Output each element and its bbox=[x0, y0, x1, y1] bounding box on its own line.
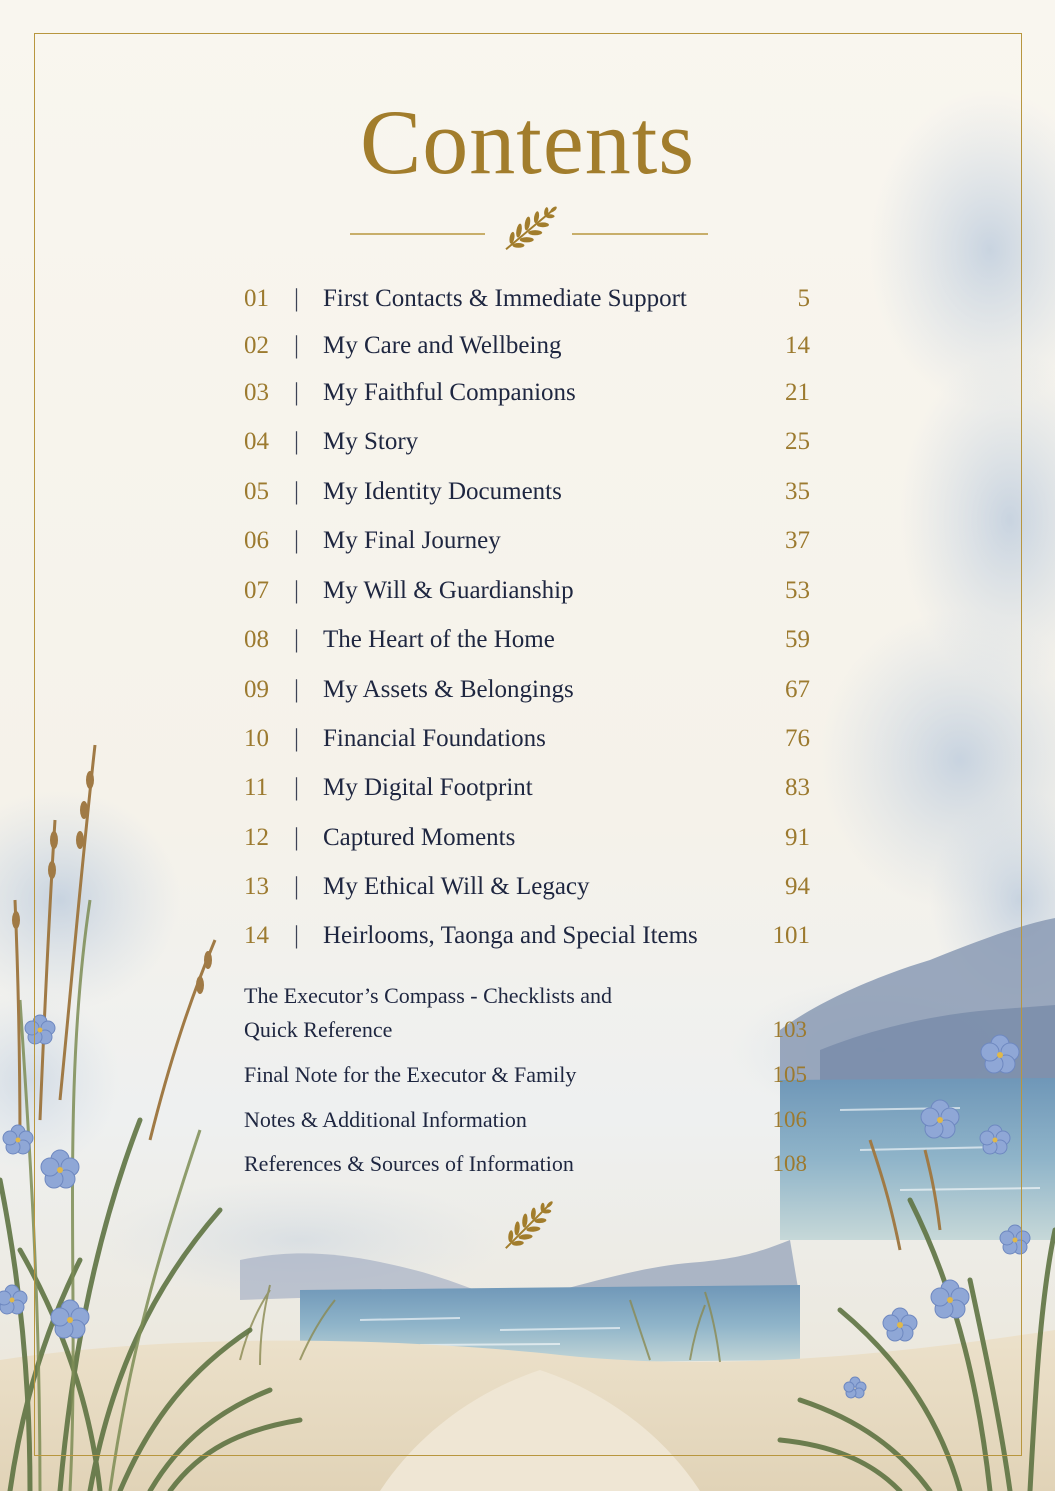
toc-page-number: 76 bbox=[785, 725, 810, 752]
toc-number: 08 bbox=[244, 626, 269, 653]
toc-extra-page-number: 108 bbox=[772, 1151, 807, 1176]
toc-entry[interactable] bbox=[244, 771, 810, 805]
toc-number: 01 bbox=[244, 285, 269, 312]
toc-extra-page-number: 103 bbox=[772, 1017, 807, 1042]
toc-title: My Final Journey bbox=[323, 527, 501, 554]
toc-page-number: 94 bbox=[785, 873, 810, 900]
toc-entry[interactable] bbox=[244, 524, 810, 558]
toc-page-number: 37 bbox=[785, 527, 810, 554]
toc-number: 11 bbox=[244, 774, 269, 801]
toc-title: My Digital Footprint bbox=[323, 774, 533, 801]
toc-entry[interactable] bbox=[244, 821, 810, 855]
toc-entry[interactable] bbox=[244, 574, 810, 608]
toc-separator: | bbox=[294, 626, 300, 653]
toc-number: 10 bbox=[244, 725, 269, 752]
toc-number: 02 bbox=[244, 332, 269, 359]
toc-title: My Faithful Companions bbox=[323, 379, 576, 406]
toc-page-number: 35 bbox=[785, 478, 810, 505]
toc-number: 09 bbox=[244, 676, 269, 703]
toc-separator: | bbox=[294, 379, 300, 406]
toc-page-number: 91 bbox=[785, 824, 810, 851]
toc-entry[interactable] bbox=[244, 870, 810, 904]
fern-leaf-icon bbox=[498, 198, 565, 259]
toc-number: 03 bbox=[244, 379, 269, 406]
toc-entry[interactable] bbox=[244, 425, 810, 459]
fern-leaf-icon bbox=[494, 1192, 560, 1262]
toc-extra-page-number: 106 bbox=[772, 1107, 807, 1132]
toc-number: 12 bbox=[244, 824, 269, 851]
toc-title: Heirlooms, Taonga and Special Items bbox=[323, 922, 698, 949]
toc-page-number: 21 bbox=[785, 379, 810, 406]
toc-title: My Will & Guardianship bbox=[323, 577, 574, 604]
toc-separator: | bbox=[294, 774, 300, 801]
toc-title: My Assets & Belongings bbox=[323, 676, 574, 703]
toc-number: 06 bbox=[244, 527, 269, 554]
toc-title: My Ethical Will & Legacy bbox=[323, 873, 590, 900]
toc-page-number: 67 bbox=[785, 676, 810, 703]
toc-separator: | bbox=[294, 577, 300, 604]
toc-separator: | bbox=[294, 332, 300, 359]
toc-separator: | bbox=[294, 527, 300, 554]
toc-extra-title: Final Note for the Executor & Family bbox=[244, 1062, 577, 1087]
toc-separator: | bbox=[294, 478, 300, 505]
toc-title: First Contacts & Immediate Support bbox=[323, 285, 687, 312]
toc-entry[interactable] bbox=[244, 623, 810, 657]
title-divider bbox=[348, 198, 710, 260]
toc-extra-title: Notes & Additional Information bbox=[244, 1107, 527, 1132]
toc-page-number: 14 bbox=[785, 332, 810, 359]
toc-separator: | bbox=[294, 824, 300, 851]
toc-extra-entry[interactable] bbox=[244, 979, 807, 1047]
toc-page-number: 53 bbox=[785, 577, 810, 604]
toc-title: Financial Foundations bbox=[323, 725, 546, 752]
toc-entry[interactable] bbox=[244, 722, 810, 756]
toc-extra-title: References & Sources of Information bbox=[244, 1151, 574, 1176]
toc-page-number: 59 bbox=[785, 626, 810, 653]
toc-entry[interactable] bbox=[244, 329, 810, 363]
toc-separator: | bbox=[294, 428, 300, 455]
toc-page-number: 101 bbox=[772, 922, 810, 949]
toc-page-number: 83 bbox=[785, 774, 810, 801]
toc-extra-entry[interactable] bbox=[244, 1103, 807, 1137]
toc-separator: | bbox=[294, 922, 300, 949]
toc-separator: | bbox=[294, 285, 300, 312]
toc-page-number: 25 bbox=[785, 428, 810, 455]
toc-separator: | bbox=[294, 725, 300, 752]
toc-title: My Care and Wellbeing bbox=[323, 332, 562, 359]
toc-entry[interactable] bbox=[244, 282, 810, 316]
toc-extra-title-continued: Quick Reference bbox=[244, 1017, 393, 1042]
toc-title: Captured Moments bbox=[323, 824, 516, 851]
toc-entry[interactable] bbox=[244, 475, 810, 509]
toc-title: The Heart of the Home bbox=[323, 626, 555, 653]
toc-extra-page-number: 105 bbox=[772, 1062, 807, 1087]
toc-entry[interactable] bbox=[244, 673, 810, 707]
toc-title: My Story bbox=[323, 428, 419, 455]
toc-extra-entry[interactable] bbox=[244, 1147, 807, 1181]
toc-title: My Identity Documents bbox=[323, 478, 562, 505]
toc-extra-title: The Executor’s Compass - Checklists and bbox=[244, 983, 613, 1008]
toc-separator: | bbox=[294, 873, 300, 900]
toc-entry[interactable] bbox=[244, 919, 810, 953]
toc-number: 04 bbox=[244, 428, 269, 455]
toc-number: 05 bbox=[244, 478, 269, 505]
toc-number: 14 bbox=[244, 922, 269, 949]
toc-number: 13 bbox=[244, 873, 269, 900]
page-title: Contents bbox=[359, 91, 696, 193]
toc-extra-entry[interactable] bbox=[244, 1058, 807, 1092]
toc-separator: | bbox=[294, 676, 300, 703]
toc-entry[interactable] bbox=[244, 376, 810, 410]
toc-page-number: 5 bbox=[797, 285, 810, 312]
toc-number: 07 bbox=[244, 577, 269, 604]
